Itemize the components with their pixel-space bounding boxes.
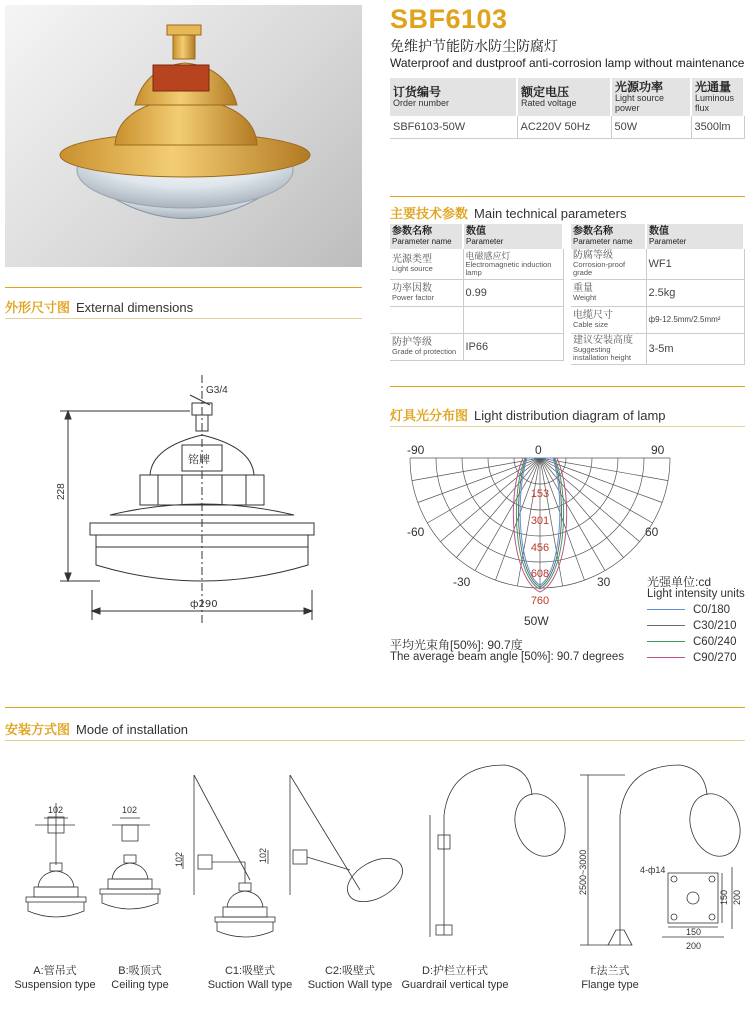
param-row [390,307,563,334]
distribution-legend [647,604,736,668]
legend-item: C60/240 [647,636,736,652]
order-header: 订货编号 Order number [390,78,517,116]
order-table [390,78,745,139]
param-row: 功率因数 Power factor 0.99 [390,280,563,307]
installation-drawings [0,755,750,960]
product-photo [5,5,362,267]
distribution-section-title: 灯具光分布图 Light distribution diagram of lamp [390,408,666,423]
power-cell: 50W [611,116,691,139]
section-divider [390,426,745,427]
dimension-label: 102 [48,805,64,815]
height-dimension: 228 [56,483,67,500]
section-divider [5,740,745,741]
thread-label: G3/4 [206,385,228,396]
diameter-dimension: ф290 [190,599,218,610]
installation-section-title: 安装方式图 Mode of installation [5,722,189,737]
legend-item: C30/210 [647,620,736,636]
section-divider [5,287,362,288]
nameplate-label: 铭牌 [188,453,210,466]
param-row: 重量 Weight 2.5kg [571,280,744,307]
legend-item: C0/180 [647,604,736,620]
intensity-label: 153 [530,488,550,500]
dimension-label: 102 [174,851,184,867]
install-caption-a: A:管吊式 Suspension type [14,965,96,991]
external-section-title: 外形尺寸图 External dimensions [5,300,194,315]
param-row: 光源类型 Light source 电磁感应灯 Electromagnetic induction lamp [390,249,563,280]
intensity-label: 760 [530,595,550,607]
intensity-label: 608 [530,568,550,580]
section-divider [5,318,362,319]
dimension-label: 4-ф14 [640,865,666,875]
beam-angle-cn: 平均光束角[50%]: 90.7度 [390,638,523,652]
product-title-en: Waterproof and dustproof anti-corrosion lamp without maintenance [390,56,745,70]
param-row: 电缆尺寸 Cable size ф9-12.5mm/2.5mm² [571,307,744,334]
dimension-label: 200 [686,941,702,951]
dimension-label: 2500~3000 [578,849,588,895]
flux-cell: 3500lm [691,116,744,139]
dimension-label: 200 [732,889,742,905]
install-caption-d: D:护栏立杆式 Guardrail vertical type [401,965,509,991]
angle-label: 60 [645,525,659,539]
intensity-label: 301 [530,515,550,527]
product-model: SBF6103 [390,4,508,34]
section-divider [390,196,745,197]
power-header: 光源功率 Light source power [611,78,691,116]
dimension-label: 102 [122,805,138,815]
angle-label: 30 [597,575,611,589]
external-dimensions-drawing [40,375,340,635]
flux-header: 光通量 Luminous flux [691,78,744,116]
param-row: 防腐等级 Corrosion-proof grade WF1 [571,249,744,280]
angle-label: -90 [407,443,425,457]
dimension-label: 102 [258,847,268,863]
intensity-label: 456 [530,542,550,554]
install-caption-b: B:吸顶式 Ceiling type [111,965,169,991]
product-title-cn: 免维护节能防水防尘防腐灯 [390,38,558,54]
beam-angle-en: The average beam angle [50%]: 90.7 degrees [390,651,624,663]
parameters-table-right: 参数名称 Parameter name 数值 Parameter 防腐等级 Corrosion-proof grade WF1 重量 Weight 2.5kg 电缆尺寸 Cable size ф9-12.5mm/2.5mm² 建议安装高度 Suggesting installation height 3-5m [571,224,745,365]
legend-item: C90/270 [647,652,736,668]
angle-label: -60 [407,525,425,539]
angle-label: 90 [651,443,665,457]
technical-section-title: 主要技术参数 Main technical parameters [390,206,627,221]
parameters-table-left: 参数名称 Parameter name 数值 Parameter 光源类型 Light source 电磁感应灯 Electromagnetic induction lamp 功率因数 Power factor 0.99 防护等级 Grade of protection IP66 [390,224,564,361]
lamp-illustration [5,5,362,267]
param-row: 防护等级 Grade of protection IP66 [390,334,563,361]
param-row: 建议安装高度 Suggesting installation height 3-5m [571,334,744,365]
order-number-cell: SBF6103-50W [390,116,517,139]
install-caption-f: f:法兰式 Flange type [581,965,639,991]
angle-label: 0 [535,443,542,457]
voltage-header: 额定电压 Rated voltage [517,78,611,116]
section-divider [390,386,745,387]
dimension-label: 150 [686,927,702,937]
voltage-cell: AC220V 50Hz [517,116,611,139]
dimension-label: 150 [719,889,729,905]
install-caption-c2: C2:吸壁式 Suction Wall type [307,965,393,991]
polar-diagram [395,440,685,630]
section-divider [5,707,745,708]
angle-label: -30 [453,575,471,589]
power-label: 50W [524,614,549,628]
intensity-unit-en: Light intensity units [647,588,745,600]
intensity-unit-cn: 光强单位:cd [647,575,712,589]
install-caption-c1: C1:吸壁式 Suction Wall type [207,965,293,991]
